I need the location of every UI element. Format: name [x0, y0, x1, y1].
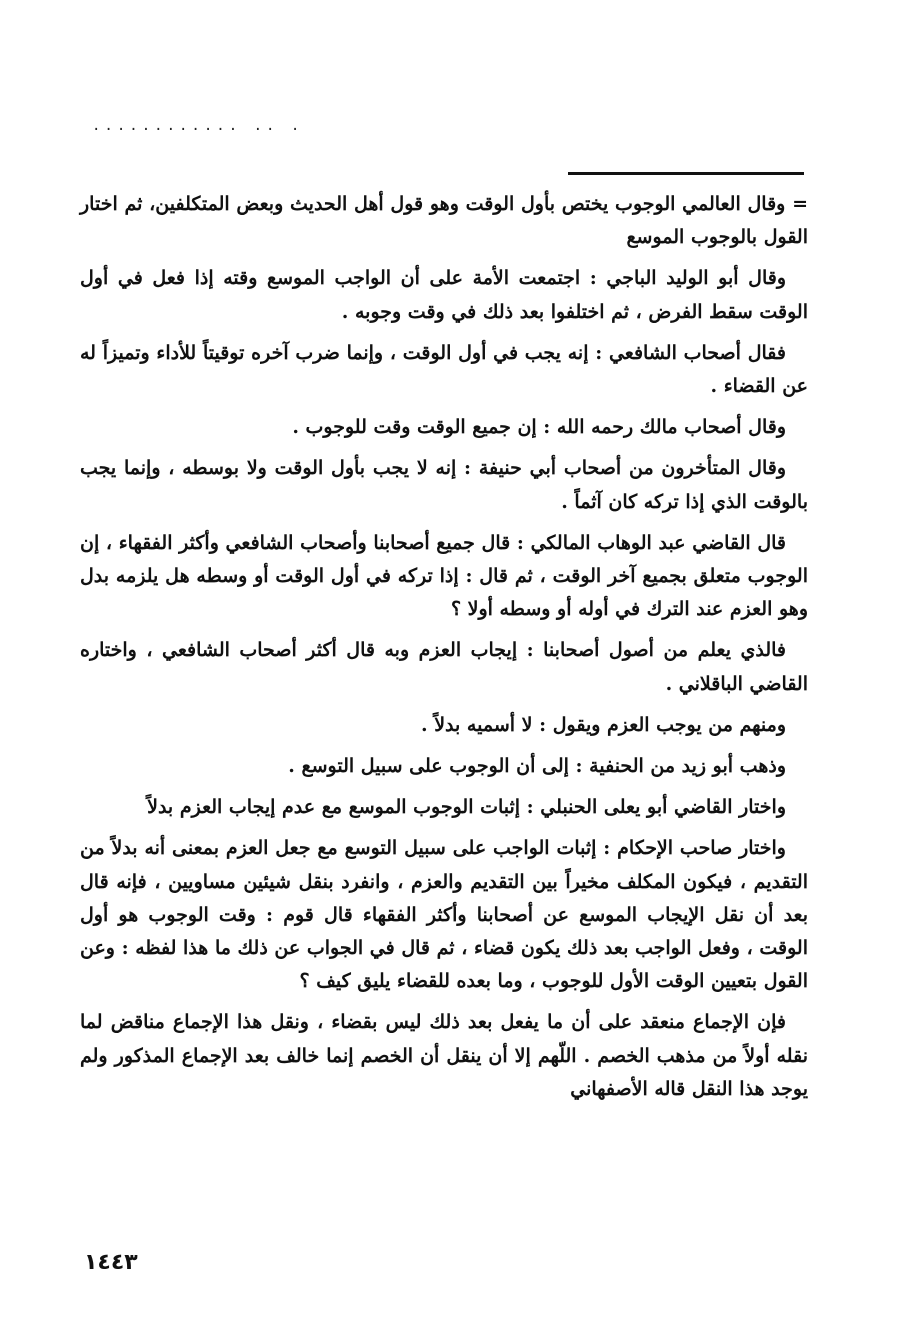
paragraph: فالذي يعلم من أصول أصحابنا : إيجاب العزم وبه قال أكثر أصحاب الشافعي ، واختاره القاضي الباقلاني .: [80, 639, 808, 695]
paragraph: فقال أصحاب الشافعي : إنه يجب في أول الوقت ، وإنما ضرب آخره توقيتاً للأداء وتميزاً له عن القضاء .: [80, 341, 808, 398]
paragraph: وذهب أبو زيد من الحنفية : إلى أن الوجوب على سبيل التوسع .: [288, 755, 786, 778]
header-dots: ............ .. .: [92, 118, 304, 134]
page-number: ١٤٤٣: [84, 1250, 138, 1275]
paragraph: وقال أصحاب مالك رحمه الله : إن جميع الوقت وقت للوجوب .: [292, 416, 786, 439]
paragraph: واختار القاضي أبو يعلى الحنبلي : إثبات الوجوب الموسع مع عدم إيجاب العزم بدلاً: [147, 796, 786, 819]
paragraph: واختار صاحب الإحكام : إثبات الواجب على سبيل التوسع مع جعل العزم بمعنى أنه بدلاً من التقديم ، فيكون المكلف مخيراً بين التقديم والعزم ، وانفرد بنقل شيئين مساويين ، فإنه قال بعد أن نقل الإيجاب الموسع عن أصحابنا وأكثر الفقهاء قال قوم : وقت الوجوب هو أول الوقت ، وفعل الواجب بعد ذلك يكون قضاء ، ثم قال في الجواب عن ذلك ما هذا لفظه : وعن القول بتعيين الوقت الأول للوجوب ، وما بعده للقضاء يليق كيف ؟: [80, 837, 808, 993]
paragraph: وقال أبو الوليد الباجي : اجتمعت الأمة على أن الواجب الموسع وقته إذا فعل في أول الوقت سقط الفرض ، ثم اختلفوا بعد ذلك في وقت وجوبه .: [80, 267, 808, 323]
paragraph: وقال المتأخرون من أصحاب أبي حنيفة : إنه لا يجب بأول الوقت ولا بوسطه ، وإنما يجب بالوقت الذي إذا تركه كان آثماً .: [80, 457, 808, 513]
paragraph: قال القاضي عبد الوهاب المالكي : قال جميع أصحابنا وأصحاب الشافعي وأكثر الفقهاء ، إن الوجوب متعلق بجميع آخر الوقت ، ثم قال : إذا تركه في أول الوقت أو وسطه هل يلزمه بدل وهو العزم عند الترك في أوله أو وسطه أولا ؟: [80, 531, 808, 621]
footnote-separator-rule: [568, 172, 804, 175]
paragraph: = وقال العالمي الوجوب يختص بأول الوقت وهو قول أهل الحديث وبعض المتكلفين، ثم اختار القول بالوجوب الموسع: [80, 193, 808, 249]
paragraph: ومنهم من يوجب العزم ويقول : لا أسميه بدلاً .: [420, 713, 786, 736]
paragraph: فإن الإجماع منعقد على أن ما يفعل بعد ذلك ليس بقضاء ، ونقل هذا الإجماع مناقض لما نقله أولاً من مذهب الخصم . اللّهم إلا أن ينقل أن الخصم إنما خالف بعد الإجماع المذكور ولم يوجد هذا النقل قاله الأصفهاني: [80, 1011, 808, 1100]
footnote-text-body: [80, 188, 808, 1114]
